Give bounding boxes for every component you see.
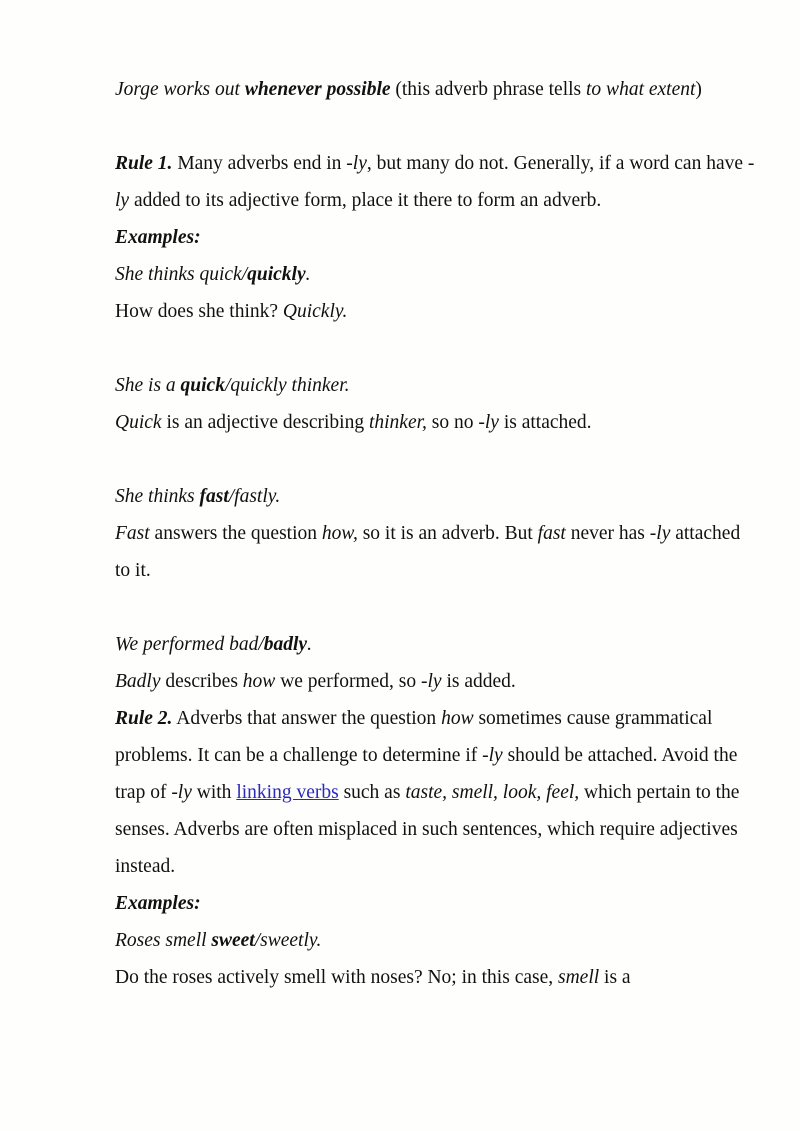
- rule-2-text: should be attached. Avoid the trap of: [115, 745, 738, 803]
- rule-1-ly: -ly: [346, 153, 367, 174]
- example-explanation: [115, 663, 755, 700]
- example-text: We performed bad/: [115, 634, 264, 655]
- example-text: /fastly.: [228, 486, 281, 507]
- rule-1-text: , but many do not. Generally, if a word can have: [366, 153, 748, 174]
- example-answer: quick: [180, 375, 225, 396]
- rule-2-italic: how: [441, 708, 474, 729]
- spacer: [115, 589, 755, 626]
- example-answer: badly: [263, 634, 308, 655]
- rule-2-label: Rule 2.: [115, 708, 173, 729]
- intro-paragraph: [115, 71, 755, 108]
- example-text: /sweetly.: [254, 930, 322, 951]
- rule-1-text: Many adverbs end in: [172, 153, 347, 174]
- rule-2-paragraph: [115, 700, 755, 885]
- example-sentence: [115, 922, 755, 959]
- examples-heading: Examples:: [115, 227, 201, 248]
- explanation-italic: Quick: [115, 412, 162, 433]
- rule-1-text: added to its adjective form, place it there to form an adverb.: [129, 190, 602, 211]
- explanation-text: is attached.: [498, 412, 592, 433]
- explanation-italic: Fast: [115, 523, 150, 544]
- explanation-italic: fast: [537, 523, 566, 544]
- example-sentence: [115, 626, 755, 663]
- explanation-text: describes: [160, 671, 243, 692]
- explanation-italic: how,: [321, 523, 358, 544]
- example-answer: sweet: [211, 930, 255, 951]
- document-body: [115, 71, 755, 996]
- example-text: .: [307, 634, 312, 655]
- explanation-text: never has: [565, 523, 650, 544]
- example-answer: fast: [199, 486, 229, 507]
- explanation-text: Do the roses actively smell with noses? No; in this case,: [115, 967, 558, 988]
- explanation-text: attached to it.: [115, 523, 741, 581]
- example-sentence: [115, 478, 755, 515]
- rule-1-ly: -ly: [115, 153, 755, 211]
- explanation-text: is a: [599, 967, 631, 988]
- example-explanation: [115, 515, 755, 589]
- example-text: She thinks quick/: [115, 264, 248, 285]
- example-explanation: [115, 293, 755, 330]
- explanation-italic: smell: [558, 967, 600, 988]
- example-answer: quickly: [247, 264, 306, 285]
- rule-1-label: Rule 1.: [115, 153, 173, 174]
- intro-phrase: whenever possible: [244, 79, 391, 100]
- rule-2-text: such as: [338, 782, 406, 803]
- example-text: .: [305, 264, 311, 285]
- linking-verbs-link[interactable]: linking verbs: [236, 782, 339, 803]
- explanation-text: so no: [426, 412, 479, 433]
- explanation-text: so it is an adverb. But: [357, 523, 538, 544]
- explanation-italic: Quickly.: [282, 301, 348, 322]
- example-explanation: [115, 959, 755, 996]
- intro-note-italic: to what extent: [586, 79, 696, 100]
- explanation-text: is added.: [441, 671, 516, 692]
- spacer: [115, 330, 755, 367]
- rule-2-italic: taste, smell, look, feel,: [405, 782, 580, 803]
- explanation-text: How does she think?: [115, 301, 283, 322]
- spacer: [115, 441, 755, 478]
- explanation-italic: -ly: [420, 671, 442, 692]
- rule-2-text: Adverbs that answer the question: [172, 708, 442, 729]
- example-sentence: [115, 256, 755, 293]
- explanation-italic: Badly: [115, 671, 161, 692]
- explanation-text: we performed, so: [275, 671, 421, 692]
- rule-2-text: sometimes cause grammatical problems. It can be a challenge to determine if: [115, 708, 713, 766]
- explanation-text: answers the question: [149, 523, 322, 544]
- intro-sentence: Jorge works out: [115, 79, 245, 100]
- example-sentence: [115, 367, 755, 404]
- explanation-italic: thinker,: [368, 412, 427, 433]
- rule-2-text: which pertain to the senses. Adverbs are often misplaced in such sentences, which require adjectives instead.: [115, 782, 740, 877]
- example-text: She is a: [115, 375, 181, 396]
- example-explanation: [115, 404, 755, 441]
- examples-heading: Examples:: [115, 893, 201, 914]
- rule-2-italic: -ly: [482, 745, 503, 766]
- example-text: Roses smell: [115, 930, 212, 951]
- intro-note-open: (this adverb phrase tells: [390, 79, 587, 100]
- example-text: /quickly thinker.: [224, 375, 350, 396]
- spacer: [115, 108, 755, 145]
- explanation-italic: how: [242, 671, 276, 692]
- rule-2-text: with: [191, 782, 237, 803]
- rule-2-italic: -ly: [171, 782, 192, 803]
- explanation-text: is an adjective describing: [161, 412, 369, 433]
- example-text: She thinks: [115, 486, 200, 507]
- rule-1-paragraph: [115, 145, 755, 219]
- explanation-italic: -ly: [649, 523, 671, 544]
- explanation-italic: -ly: [478, 412, 499, 433]
- intro-note-close: ): [695, 79, 702, 100]
